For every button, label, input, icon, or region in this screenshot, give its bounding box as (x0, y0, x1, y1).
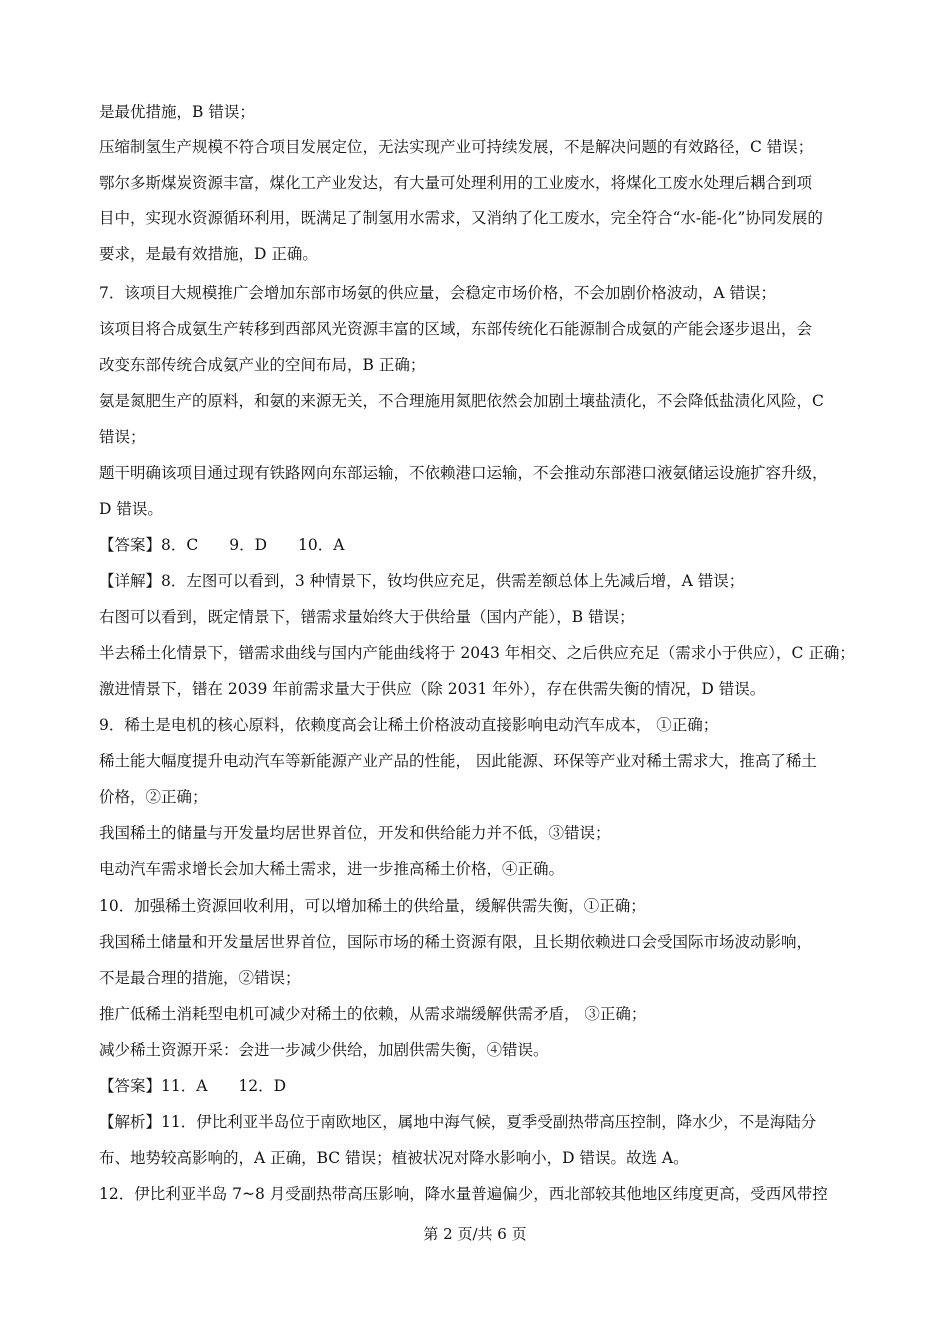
text-line: 9．稀土是电机的核心原料，依赖度高会让稀土价格波动直接影响电动汽车成本， ①正确； (99, 716, 719, 734)
text-line: 推广低稀土消耗型电机可减少对稀土的依赖，从需求端缓解供需矛盾， ③正确； (99, 1005, 647, 1023)
text-line: D 错误。 (99, 500, 163, 518)
text-line: 减少稀土资源开采：会进一步减少供给，加剧供需失衡，④错误。 (99, 1041, 549, 1059)
text-line: 该项目将合成氨生产转移到西部风光资源丰富的区域，东部传统化石能源制合成氨的产能会逐步退出，会 (99, 320, 813, 338)
text-line: 氨是氮肥生产的原料，和氨的来源无关，不合理施用氮肥依然会加剧土壤盐渍化，不会降低盐渍化风险，C (99, 392, 824, 410)
text-line: 价格，②正确； (99, 788, 208, 806)
text-line: 不是最合理的措施，②错误； (99, 969, 301, 987)
text-line: 目中，实现水资源循环利用，既满足了制氢用水需求，又消纳了化工废水，完全符合“水-能-化”协同发展的 (99, 209, 823, 227)
text-line: 12．伊比利亚半岛 7~8 月受副热带高压影响，降水量普遍偏少，西北部较其他地区纬度更高，受西风带控 (99, 1185, 828, 1203)
text-line: 要求，是最有效措施，D 正确。 (99, 245, 318, 263)
text-line: 7．该项目大规模推广会增加东部市场氨的供应量，会稳定市场价格，不会加剧价格波动，A 错误； (99, 284, 776, 302)
text-line: 稀土能大幅度提升电动汽车等新能源产业产品的性能， 因此能源、环保等产业对稀土需求大，推高了稀土 (99, 752, 817, 770)
text-line: 我国稀土储量和开发量居世界首位，国际市场的稀土资源有限，且长期依赖进口会受国际市场波动影响， (99, 933, 813, 951)
answer-line: 【答案】8．C 9．D 10．A (99, 536, 345, 554)
text-line: 激进情景下，镨在 2039 年前需求量大于供应（除 2031 年外），存在供需失衡的情况，D 错误。 (99, 680, 766, 698)
text-line: 题干明确该项目通过现有铁路网向东部运输，不依赖港口运输，不会推动东部港口液氨储运设施扩容升级， (99, 464, 828, 482)
text-line: 布、地势较高影响的，A 正确，BC 错误；植被状况对降水影响小，D 错误。故选 A。 (99, 1149, 689, 1167)
text-line: 10．加强稀土资源回收利用，可以增加稀土的供给量，缓解供需失衡，①正确； (99, 897, 646, 915)
text-line: 错误； (99, 428, 146, 446)
text-line: 半去稀土化情景下，镨需求曲线与国内产能曲线将于 2043 年相交、之后供应充足（需求小于供应），C 正确； (99, 644, 855, 662)
text-line: 鄂尔多斯煤炭资源丰富，煤化工产业发达，有大量可处理利用的工业废水，将煤化工废水处理后耦合到项 (99, 174, 813, 192)
text-line: 我国稀土的储量与开发量均居世界首位，开发和供给能力并不低，③错误； (99, 824, 611, 842)
text-line: 压缩制氢生产规模不符合项目发展定位，无法实现产业可持续发展，不是解决问题的有效路径，C 错误； (99, 138, 814, 156)
text-line: 右图可以看到，既定情景下，镨需求量始终大于供给量（国内产能），B 错误； (99, 608, 635, 626)
text-line: 【解析】11．伊比利亚半岛位于南欧地区，属地中海气候，夏季受副热带高压控制，降水少，不是海陆分 (99, 1113, 817, 1131)
text-line: 是最优措施，B 错误； (99, 103, 255, 121)
answer-line: 【答案】11．A 12．D (99, 1077, 287, 1095)
text-line: 电动汽车需求增长会加大稀土需求，进一步推高稀土价格，④正确。 (99, 860, 565, 878)
text-line: 改变东部传统合成氨产业的空间布局，B 正确； (99, 356, 426, 374)
text-line: 【详解】8．左图可以看到，3 种情景下，钕均供应充足，供需差额总体上先减后增，A 错误； (99, 572, 745, 590)
page-number-footer: 第 2 页/共 6 页 (423, 1225, 527, 1243)
